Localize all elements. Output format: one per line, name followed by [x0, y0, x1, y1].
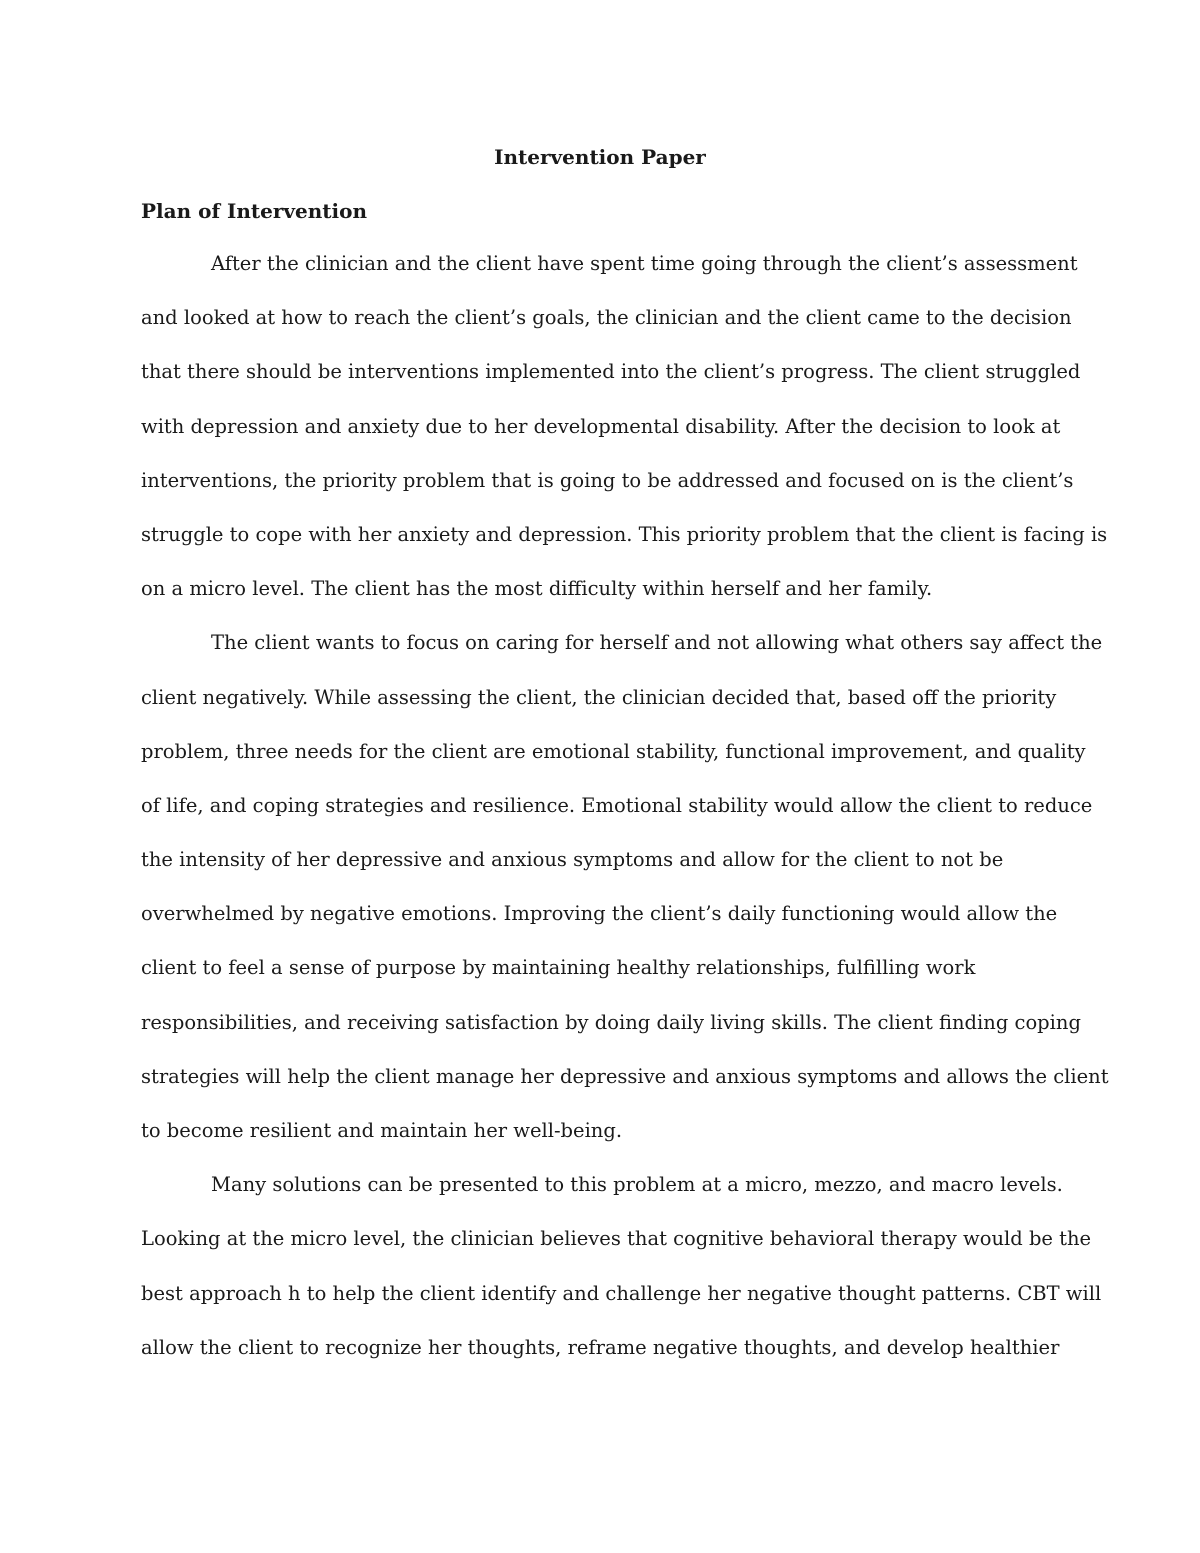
text-line: allow the client to recognize her thoughts, reframe negative thoughts, and develop healthier: [141, 1335, 1060, 1359]
text-line: Many solutions can be presented to this problem at a micro, mezzo, and macro levels.: [211, 1173, 1063, 1197]
text-line: After the clinician and the client have spent time going through the client’s assessment: [211, 252, 1078, 275]
text-line: and looked at how to reach the client’s goals, the clinician and the client came to the decision: [141, 306, 1072, 330]
text-line: with depression and anxiety due to her developmental disability. After the decision to look at: [141, 414, 1061, 438]
text-line: Looking at the micro level, the clinician believes that cognitive behavioral therapy would be the: [141, 1227, 1092, 1251]
text-line: to become resilient and maintain her well-being.: [141, 1119, 623, 1142]
text-line: responsibilities, and receiving satisfaction by doing daily living skills. The client finding coping: [141, 1010, 1081, 1034]
text-line: struggle to cope with her anxiety and depression. This priority problem that the client is facing is: [141, 522, 1108, 546]
text-line: problem, three needs for the client are emotional stability, functional improvement, and quality: [141, 739, 1086, 763]
text-line: client negatively. While assessing the client, the clinician decided that, based off the priority: [141, 685, 1057, 709]
text-line: the intensity of her depressive and anxious symptoms and allow for the client to not be: [141, 848, 1004, 872]
text-line: interventions, the priority problem that is going to be addressed and focused on is the client’s: [141, 468, 1074, 492]
text-line: strategies will help the client manage her depressive and anxious symptoms and allows the client: [141, 1064, 1109, 1088]
text-line: of life, and coping strategies and resilience. Emotional stability would allow the client to reduce: [141, 793, 1093, 817]
body-text: [141, 248, 1109, 1386]
text-line: The client wants to focus on caring for herself and not allowing what others say affect the: [211, 631, 1103, 655]
text-line: that there should be interventions implemented into the client’s progress. The client struggled: [141, 360, 1081, 384]
text-line: overwhelmed by negative emotions. Improving the client’s daily functioning would allow the: [141, 902, 1058, 926]
text-line: on a micro level. The client has the most difficulty within herself and her family.: [141, 577, 933, 601]
text-line: best approach h to help the client identify and challenge her negative thought patterns. CBT will: [141, 1281, 1102, 1305]
text-line: client to feel a sense of purpose by maintaining healthy relationships, fulfilling work: [141, 956, 976, 980]
section-heading: Plan of Intervention: [141, 199, 368, 223]
document-title: Intervention Paper: [494, 145, 706, 169]
